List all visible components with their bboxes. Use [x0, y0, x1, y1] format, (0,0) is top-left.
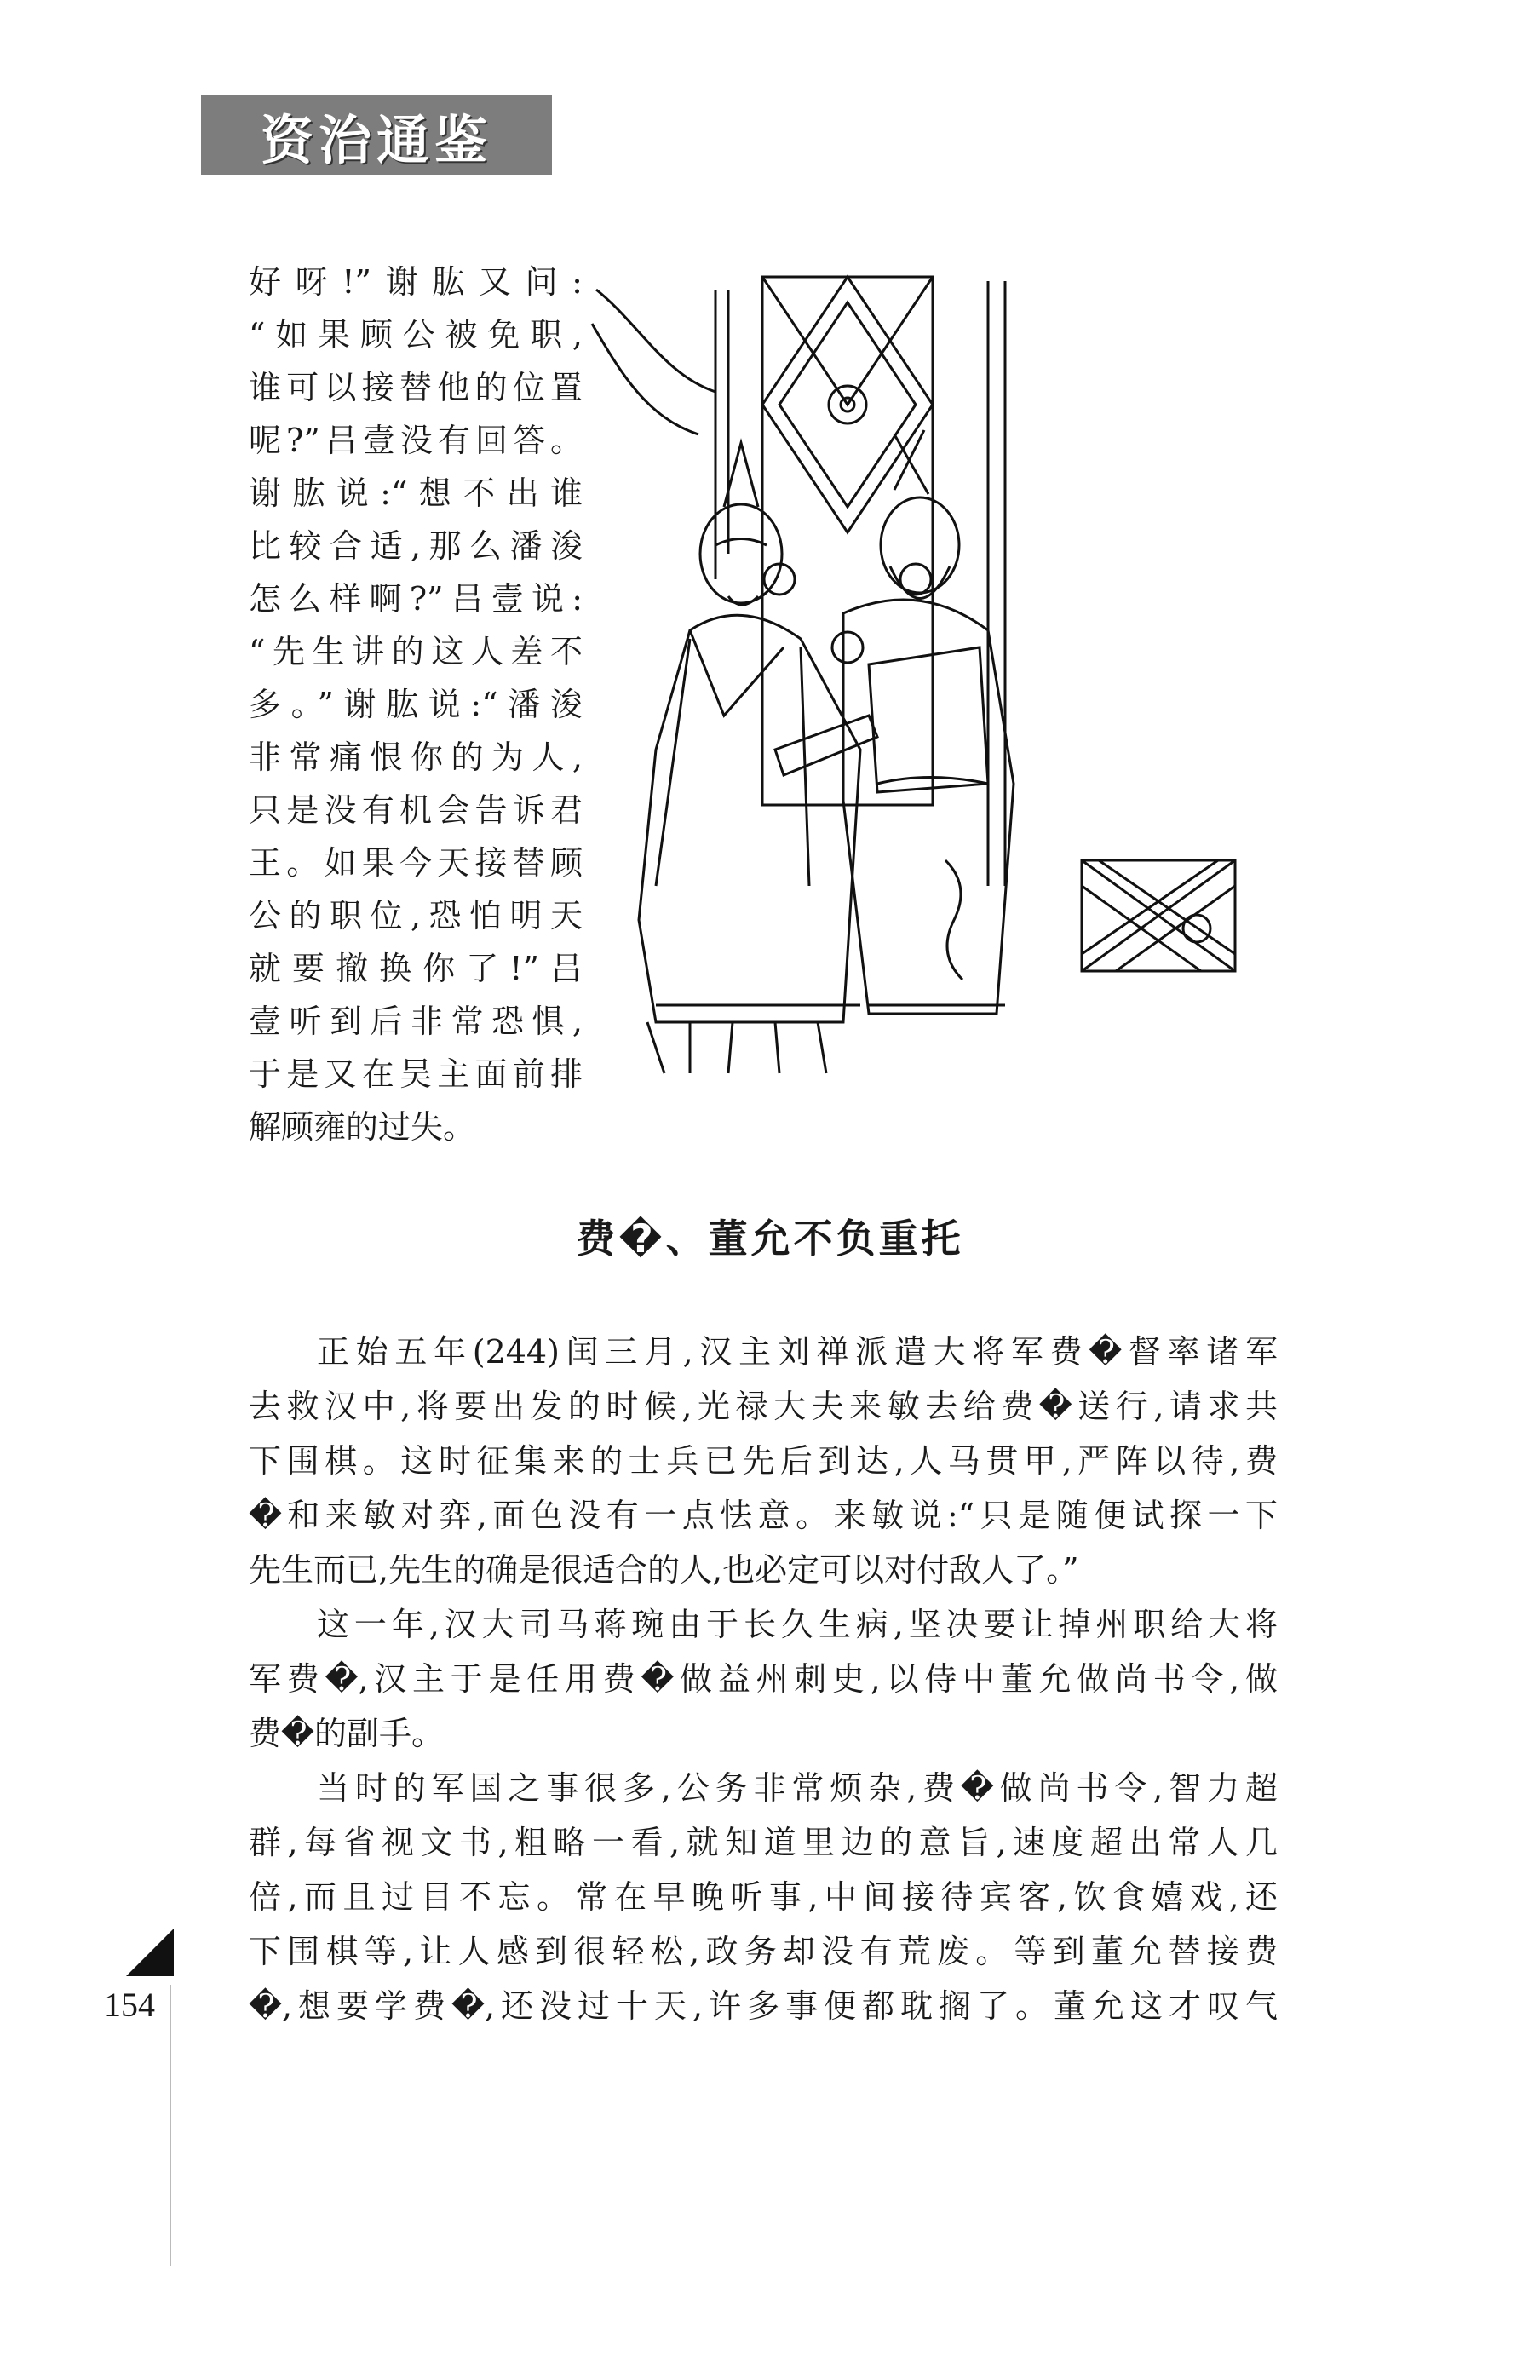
side-line: 谢肱说:“想不出谁	[249, 474, 583, 512]
page-corner-marker	[126, 1929, 174, 1976]
side-line: 呢?”吕壹没有回答。	[249, 422, 583, 459]
side-line: 怎么样啊?”吕壹说:	[249, 580, 583, 618]
side-line: “如果顾公被免职,	[249, 316, 583, 354]
body-line: 群,每省视文书,粗略一看,就知道里边的意旨,速度超出常人几	[249, 1824, 1278, 1861]
side-line: 谁可以接替他的位置	[249, 369, 583, 406]
side-line: 非常痛恨你的为人,	[249, 739, 583, 776]
side-line: “先生讲的这人差不	[249, 633, 583, 670]
side-line: 王。如果今天接替顾	[249, 844, 583, 882]
body-text	[249, 1325, 1278, 2033]
body-line: 正始五年(244)闰三月,汉主刘禅派遣大将军费�督率诸军	[317, 1333, 1278, 1371]
header-banner	[201, 95, 552, 175]
body-line: 军费�,汉主于是任用费�做益州刺史,以侍中董允做尚书令,做	[249, 1660, 1278, 1698]
body-line: 下围棋等,让人感到很轻松,政务却没有荒废。等到董允替接费	[249, 1933, 1278, 1970]
header-title: 资治通鉴	[260, 108, 492, 171]
page-number: 154	[104, 1986, 155, 2024]
body-line: �和来敏对弈,面色没有一点怯意。来敏说:“只是随便试探一下	[249, 1497, 1278, 1534]
body-line: 费�的副手。	[249, 1715, 444, 1752]
body-line: 当时的军国之事很多,公务非常烦杂,费�做尚书令,智力超	[317, 1769, 1278, 1807]
body-line: 这一年,汉大司马蒋琬由于长久生病,坚决要让掉州职给大将	[317, 1606, 1278, 1643]
side-line: 多。”谢肱说:“潘浚	[249, 686, 583, 723]
illustration-two-officials	[588, 273, 1244, 1082]
margin-divider	[170, 1985, 171, 2266]
side-line: 解顾雍的过失。	[249, 1108, 476, 1146]
body-line: 先生而已,先生的确是很适合的人,也必定可以对付敌人了。”	[249, 1551, 1079, 1589]
side-line: 壹听到后非常恐惧,	[249, 1003, 583, 1040]
body-line: 去救汉中,将要出发的时候,光禄大夫来敏去给费�送行,请求共	[249, 1388, 1278, 1425]
side-line: 就要撤换你了!”吕	[249, 950, 583, 987]
side-line: 好呀!”谢肱又问:	[249, 263, 583, 301]
side-line: 比较合适,那么潘浚	[249, 527, 583, 565]
side-line: 于是又在吴主面前排	[249, 1055, 583, 1093]
section-title: 费�、董允不负重托	[576, 1216, 964, 1262]
body-line: �,想要学费�,还没过十天,许多事便都耽搁了。董允这才叹气	[249, 1987, 1278, 2025]
body-line: 下围棋。这时征集来的士兵已先后到达,人马贯甲,严阵以待,费	[249, 1442, 1278, 1480]
body-line: 倍,而且过目不忘。常在早晚听事,中间接待宾客,饮食嬉戏,还	[249, 1878, 1278, 1916]
side-column-text	[249, 256, 583, 1153]
side-line: 公的职位,恐怕明天	[249, 897, 583, 934]
side-line: 只是没有机会告诉君	[249, 791, 583, 829]
